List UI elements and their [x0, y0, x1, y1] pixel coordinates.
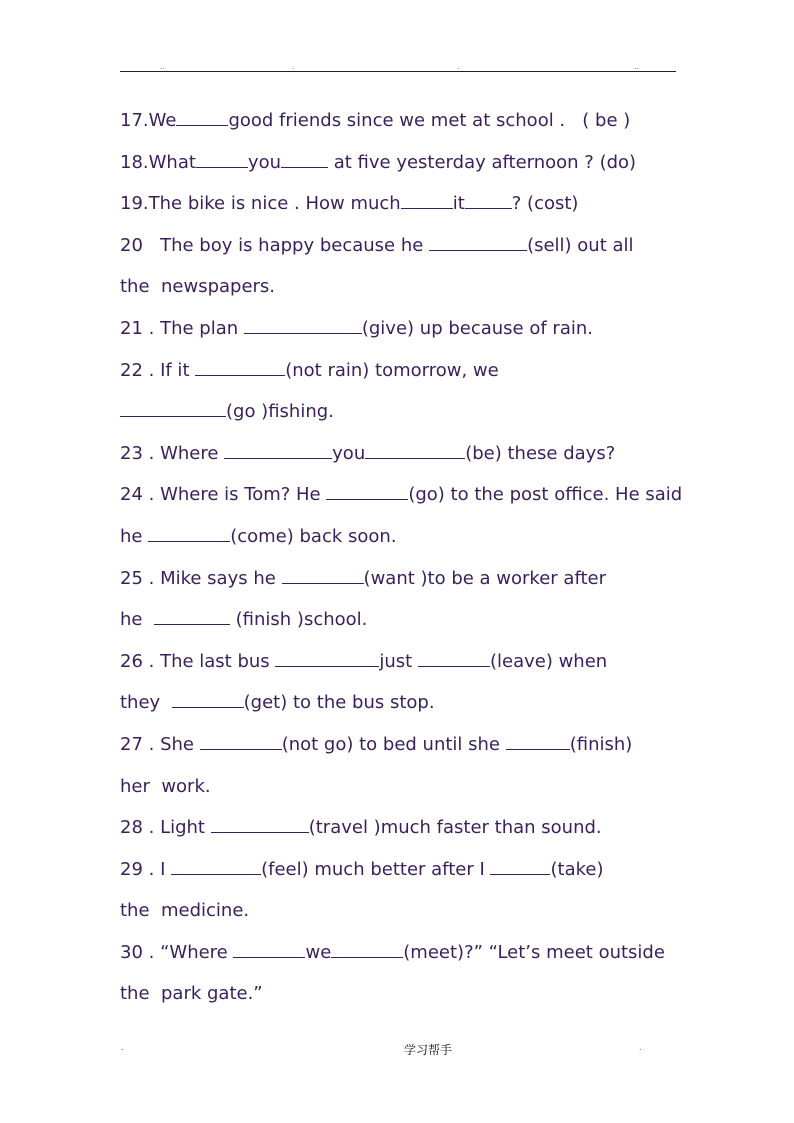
answer-blank[interactable] — [465, 194, 512, 209]
exercise-line — [120, 350, 720, 392]
exercise-text: the medicine. — [120, 900, 250, 922]
exercise-text: 24 . Where is Tom? He — [120, 484, 327, 506]
answer-blank[interactable] — [224, 444, 332, 459]
exercise-line — [120, 682, 720, 724]
exercise-line — [120, 724, 720, 766]
exercise-line — [120, 766, 720, 808]
exercise-text: her work. — [120, 775, 211, 797]
exercise-text: the newspapers. — [120, 276, 276, 298]
exercise-text: 17.We — [120, 110, 177, 131]
exercise-text: 29 . I — [120, 858, 172, 880]
answer-blank[interactable] — [429, 236, 527, 251]
exercise-text: at five yesterday afternoon ? (do) — [328, 151, 637, 173]
answer-blank[interactable] — [195, 361, 285, 376]
exercise-text: (give) up because of rain. — [361, 317, 593, 339]
answer-blank[interactable] — [211, 818, 309, 833]
exercise-text: ? (cost) — [511, 193, 579, 215]
answer-blank[interactable] — [244, 319, 362, 334]
header-mark: . — [292, 63, 295, 71]
footer-title: 学习帮手 — [404, 1043, 453, 1057]
exercise-text: 19.The bike is nice . How much — [120, 193, 401, 215]
exercise-text: 22 . If it — [120, 359, 196, 381]
exercise-text: he — [120, 609, 154, 631]
exercise-list — [120, 100, 720, 1015]
exercise-text: you — [332, 442, 366, 464]
exercise-text: good friends since we met at school . ( be ) — [228, 110, 631, 131]
header-rule — [120, 71, 676, 72]
exercise-text: 28 . Light — [120, 817, 211, 839]
answer-blank[interactable] — [171, 860, 261, 875]
exercise-line — [120, 391, 720, 433]
exercise-text: 27 . She — [120, 733, 200, 755]
answer-blank[interactable] — [331, 943, 403, 958]
exercise-text: it — [452, 193, 465, 215]
exercise-line — [120, 308, 720, 350]
exercise-text: (go) to the post office. He said — [408, 484, 683, 506]
answer-blank[interactable] — [418, 652, 490, 667]
exercise-text: (get) to the bus stop. — [243, 692, 435, 714]
exercise-line — [120, 890, 720, 932]
exercise-text: you — [247, 151, 281, 173]
exercise-text: 25 . Mike says he — [120, 567, 282, 589]
exercise-text: 20 The boy is happy because he — [120, 234, 430, 256]
exercise-line — [120, 641, 720, 683]
exercise-line — [120, 183, 720, 225]
exercise-text: (take) — [550, 858, 604, 880]
answer-blank[interactable] — [233, 943, 305, 958]
exercise-text: (finish) — [569, 733, 633, 755]
exercise-text: 21 . The plan — [120, 317, 244, 339]
exercise-text: we — [305, 941, 332, 963]
exercise-text: 30 . “Where — [120, 941, 234, 963]
footer-mark: . — [121, 1043, 124, 1052]
exercise-text: 18.What — [120, 151, 196, 173]
answer-blank[interactable] — [281, 153, 328, 168]
exercise-text: (finish )school. — [229, 609, 368, 631]
answer-blank[interactable] — [506, 735, 570, 750]
header-mark: . — [457, 63, 460, 71]
exercise-line — [120, 474, 720, 516]
answer-blank[interactable] — [490, 860, 550, 875]
exercise-text: (travel )much faster than sound. — [308, 817, 602, 839]
exercise-line — [120, 807, 720, 849]
header-mark: .. — [634, 63, 639, 71]
answer-blank[interactable] — [200, 735, 282, 750]
answer-blank[interactable] — [365, 444, 465, 459]
exercise-text: 26 . The last bus — [120, 650, 276, 672]
answer-blank[interactable] — [275, 652, 379, 667]
exercise-text: just — [379, 650, 418, 672]
exercise-text: he — [120, 525, 149, 547]
footer-mark: . — [639, 1043, 642, 1052]
exercise-text: (sell) out all — [527, 234, 634, 256]
exercise-text: (go )fishing. — [226, 401, 334, 423]
answer-blank[interactable] — [176, 111, 228, 126]
answer-blank[interactable] — [401, 194, 453, 209]
exercise-text: (feel) much better after I — [261, 858, 491, 880]
exercise-line — [120, 100, 720, 142]
exercise-line — [120, 225, 720, 267]
answer-blank[interactable] — [172, 693, 244, 708]
exercise-text: (meet)?” “Let’s meet outside — [403, 941, 665, 963]
answer-blank[interactable] — [282, 569, 364, 584]
exercise-text: 23 . Where — [120, 442, 225, 464]
exercise-text: they — [120, 692, 172, 714]
exercise-line — [120, 849, 720, 891]
exercise-line — [120, 433, 720, 475]
answer-blank[interactable] — [148, 527, 230, 542]
answer-blank[interactable] — [196, 153, 248, 168]
exercise-line — [120, 266, 720, 308]
header-mark: .. — [160, 63, 165, 71]
exercise-line — [120, 599, 720, 641]
exercise-text: the park gate.” — [120, 983, 263, 1005]
answer-blank[interactable] — [154, 610, 230, 625]
exercise-line — [120, 142, 720, 184]
exercise-text: (not rain) tomorrow, we — [285, 359, 499, 381]
exercise-text: (leave) when — [489, 650, 608, 672]
exercise-text: (not go) to bed until she — [281, 733, 506, 755]
exercise-text: (want )to be a worker after — [363, 567, 606, 589]
exercise-text: (come) back soon. — [230, 525, 397, 547]
exercise-line — [120, 558, 720, 600]
exercise-line — [120, 932, 720, 974]
answer-blank[interactable] — [120, 402, 226, 417]
exercise-line — [120, 516, 720, 558]
answer-blank[interactable] — [326, 485, 408, 500]
exercise-line — [120, 973, 720, 1015]
exercise-text: (be) these days? — [465, 442, 616, 464]
